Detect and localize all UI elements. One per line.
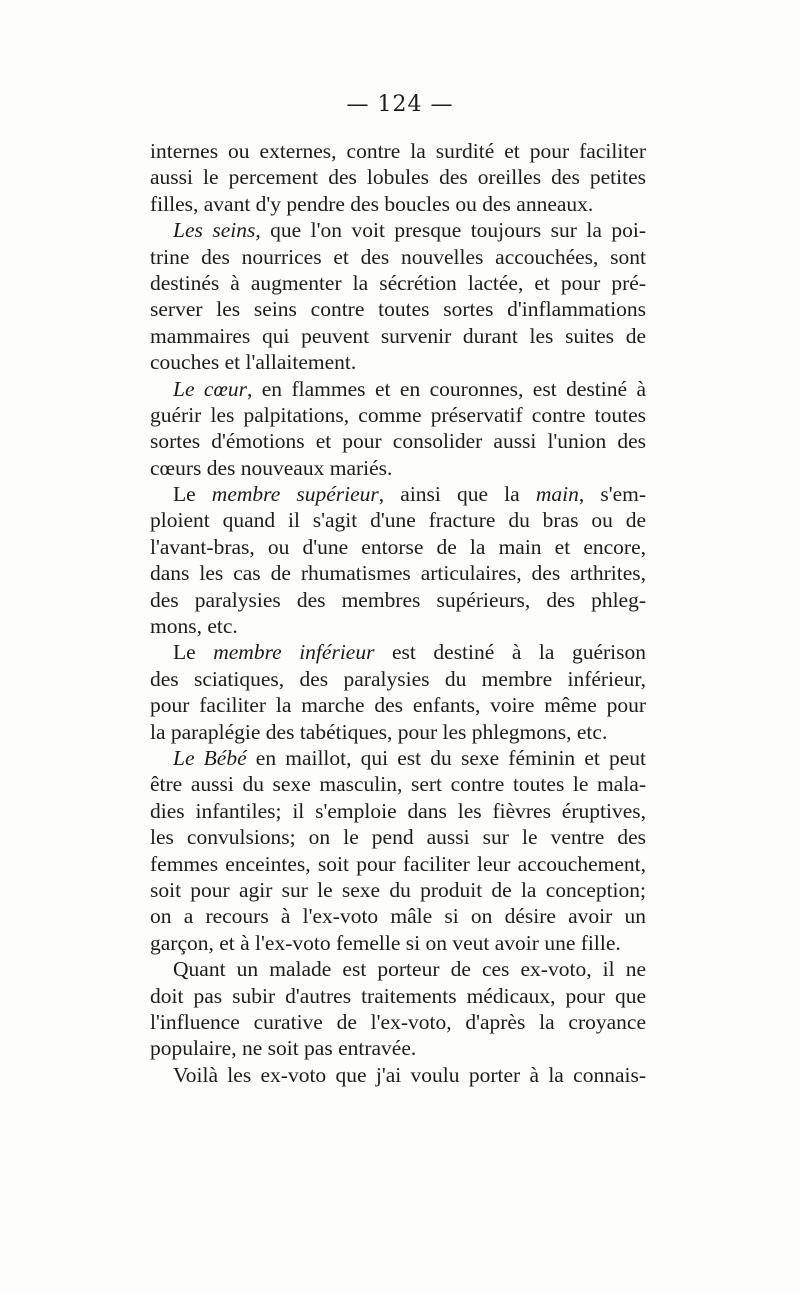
text-line [150, 560, 646, 586]
text-line [150, 745, 646, 771]
text-run: femmes enceintes, soit pour faciliter leur accouchement, [150, 851, 646, 876]
text-line [150, 507, 646, 533]
body-text [150, 138, 646, 1088]
text-line [150, 481, 646, 507]
text-run: soit pour agir sur le sexe du produit de la conception; [150, 877, 646, 902]
text-run: aussi le percement des lobules des oreilles des petites [150, 165, 646, 190]
text-run: ploient quand il s'agit d'une fracture du bras ou de [150, 508, 646, 533]
text-run: couches et l'allaitement. [150, 350, 357, 375]
text-run: Voilà les ex-voto que j'ai voulu porter à la connais- [173, 1062, 646, 1087]
italic-text: Les seins [173, 218, 256, 243]
text-run: internes ou externes, contre la surdité et pour faciliter [150, 139, 646, 163]
page-number: — 124 — [346, 92, 454, 117]
text-run: sortes d'émotions et pour consolider aussi l'union des [150, 429, 646, 454]
text-run: , s'em- [578, 482, 646, 507]
text-run: guérir les palpitations, comme préservatif contre toutes [150, 402, 646, 427]
text-line [150, 639, 646, 665]
text-run: pour faciliter la marche des enfants, voire même pour [150, 693, 646, 718]
text-line [150, 956, 646, 982]
text-run: la paraplégie des tabétiques, pour les phlegmons, etc. [150, 719, 608, 744]
text-run: l'avant-bras, ou d'une entorse de la main et encore, [150, 534, 646, 559]
text-line [150, 613, 646, 639]
text-run: , en flammes et en couronnes, est destiné à [246, 376, 646, 401]
text-line [150, 903, 646, 929]
text-run: Le [173, 482, 212, 507]
text-line [150, 191, 646, 217]
text-line [150, 164, 646, 190]
text-line [150, 719, 646, 745]
text-run: , ainsi que la [378, 482, 536, 507]
text-run: en maillot, qui est du sexe féminin et peut [246, 745, 647, 770]
text-run: populaire, ne soit pas entravée. [150, 1036, 417, 1061]
text-run: mons, etc. [150, 614, 238, 639]
text-run: on a recours à l'ex-voto mâle si on désire avoir un [150, 904, 646, 929]
italic-text: membre supérieur [211, 482, 379, 507]
text-run: Quant un malade est porteur de ces ex-voto, il ne [173, 957, 646, 982]
text-line [150, 798, 646, 824]
text-run: filles, avant d'y pendre des boucles ou des anneaux. [150, 191, 594, 216]
text-run: trine des nourrices et des nouvelles accouchées, sont [150, 244, 646, 269]
text-run: l'influence curative de l'ex-voto, d'après la croyance [150, 1009, 646, 1034]
text-line [150, 771, 646, 797]
text-run: server les seins contre toutes sortes d'inflammations [150, 297, 646, 322]
text-run: dies infantiles; il s'emploie dans les fièvres éruptives, [150, 798, 646, 823]
text-run: les convulsions; on le pend aussi sur le ventre des [150, 825, 646, 850]
text-line [150, 217, 646, 243]
text-run: dans les cas de rhumatismes articulaires, des arthrites, [150, 561, 646, 586]
text-line [150, 428, 646, 454]
text-line [150, 349, 646, 375]
text-line [150, 402, 646, 428]
text-line [150, 376, 646, 402]
text-line [150, 930, 646, 956]
text-line [150, 323, 646, 349]
text-line [150, 851, 646, 877]
text-run: , que l'on voit presque toujours sur la poi- [255, 218, 646, 243]
text-run: mammaires qui peuvent survenir durant les suites de [150, 323, 646, 348]
text-line [150, 824, 646, 850]
text-run: est destiné à la guérison [374, 640, 646, 665]
text-run: des sciatiques, des paralysies du membre inférieur, [150, 666, 646, 691]
italic-text: membre inférieur [213, 640, 375, 665]
text-run: garçon, et à l'ex-voto femelle si on veut avoir une fille. [150, 930, 621, 955]
text-line [150, 1062, 646, 1088]
text-line [150, 296, 646, 322]
text-line [150, 692, 646, 718]
text-line [150, 270, 646, 296]
text-run: des paralysies des membres supérieurs, des phleg- [150, 587, 646, 612]
italic-text: Le Bébé [173, 745, 247, 770]
text-line [150, 1009, 646, 1035]
text-run: Le [173, 640, 214, 665]
text-line [150, 666, 646, 692]
text-run: doit pas subir d'autres traitements médicaux, pour que [150, 983, 646, 1008]
text-line [150, 244, 646, 270]
italic-text: Le cœur [173, 376, 247, 401]
text-line [150, 877, 646, 903]
text-line [150, 455, 646, 481]
text-line [150, 138, 646, 164]
text-line [150, 1035, 646, 1061]
text-run: être aussi du sexe masculin, sert contre toutes le mala- [150, 772, 646, 797]
italic-text: main [535, 482, 579, 507]
text-line [150, 534, 646, 560]
text-run: cœurs des nouveaux mariés. [150, 455, 393, 480]
text-line [150, 587, 646, 613]
text-run: destinés à augmenter la sécrétion lactée, et pour pré- [150, 270, 646, 295]
text-line [150, 983, 646, 1009]
